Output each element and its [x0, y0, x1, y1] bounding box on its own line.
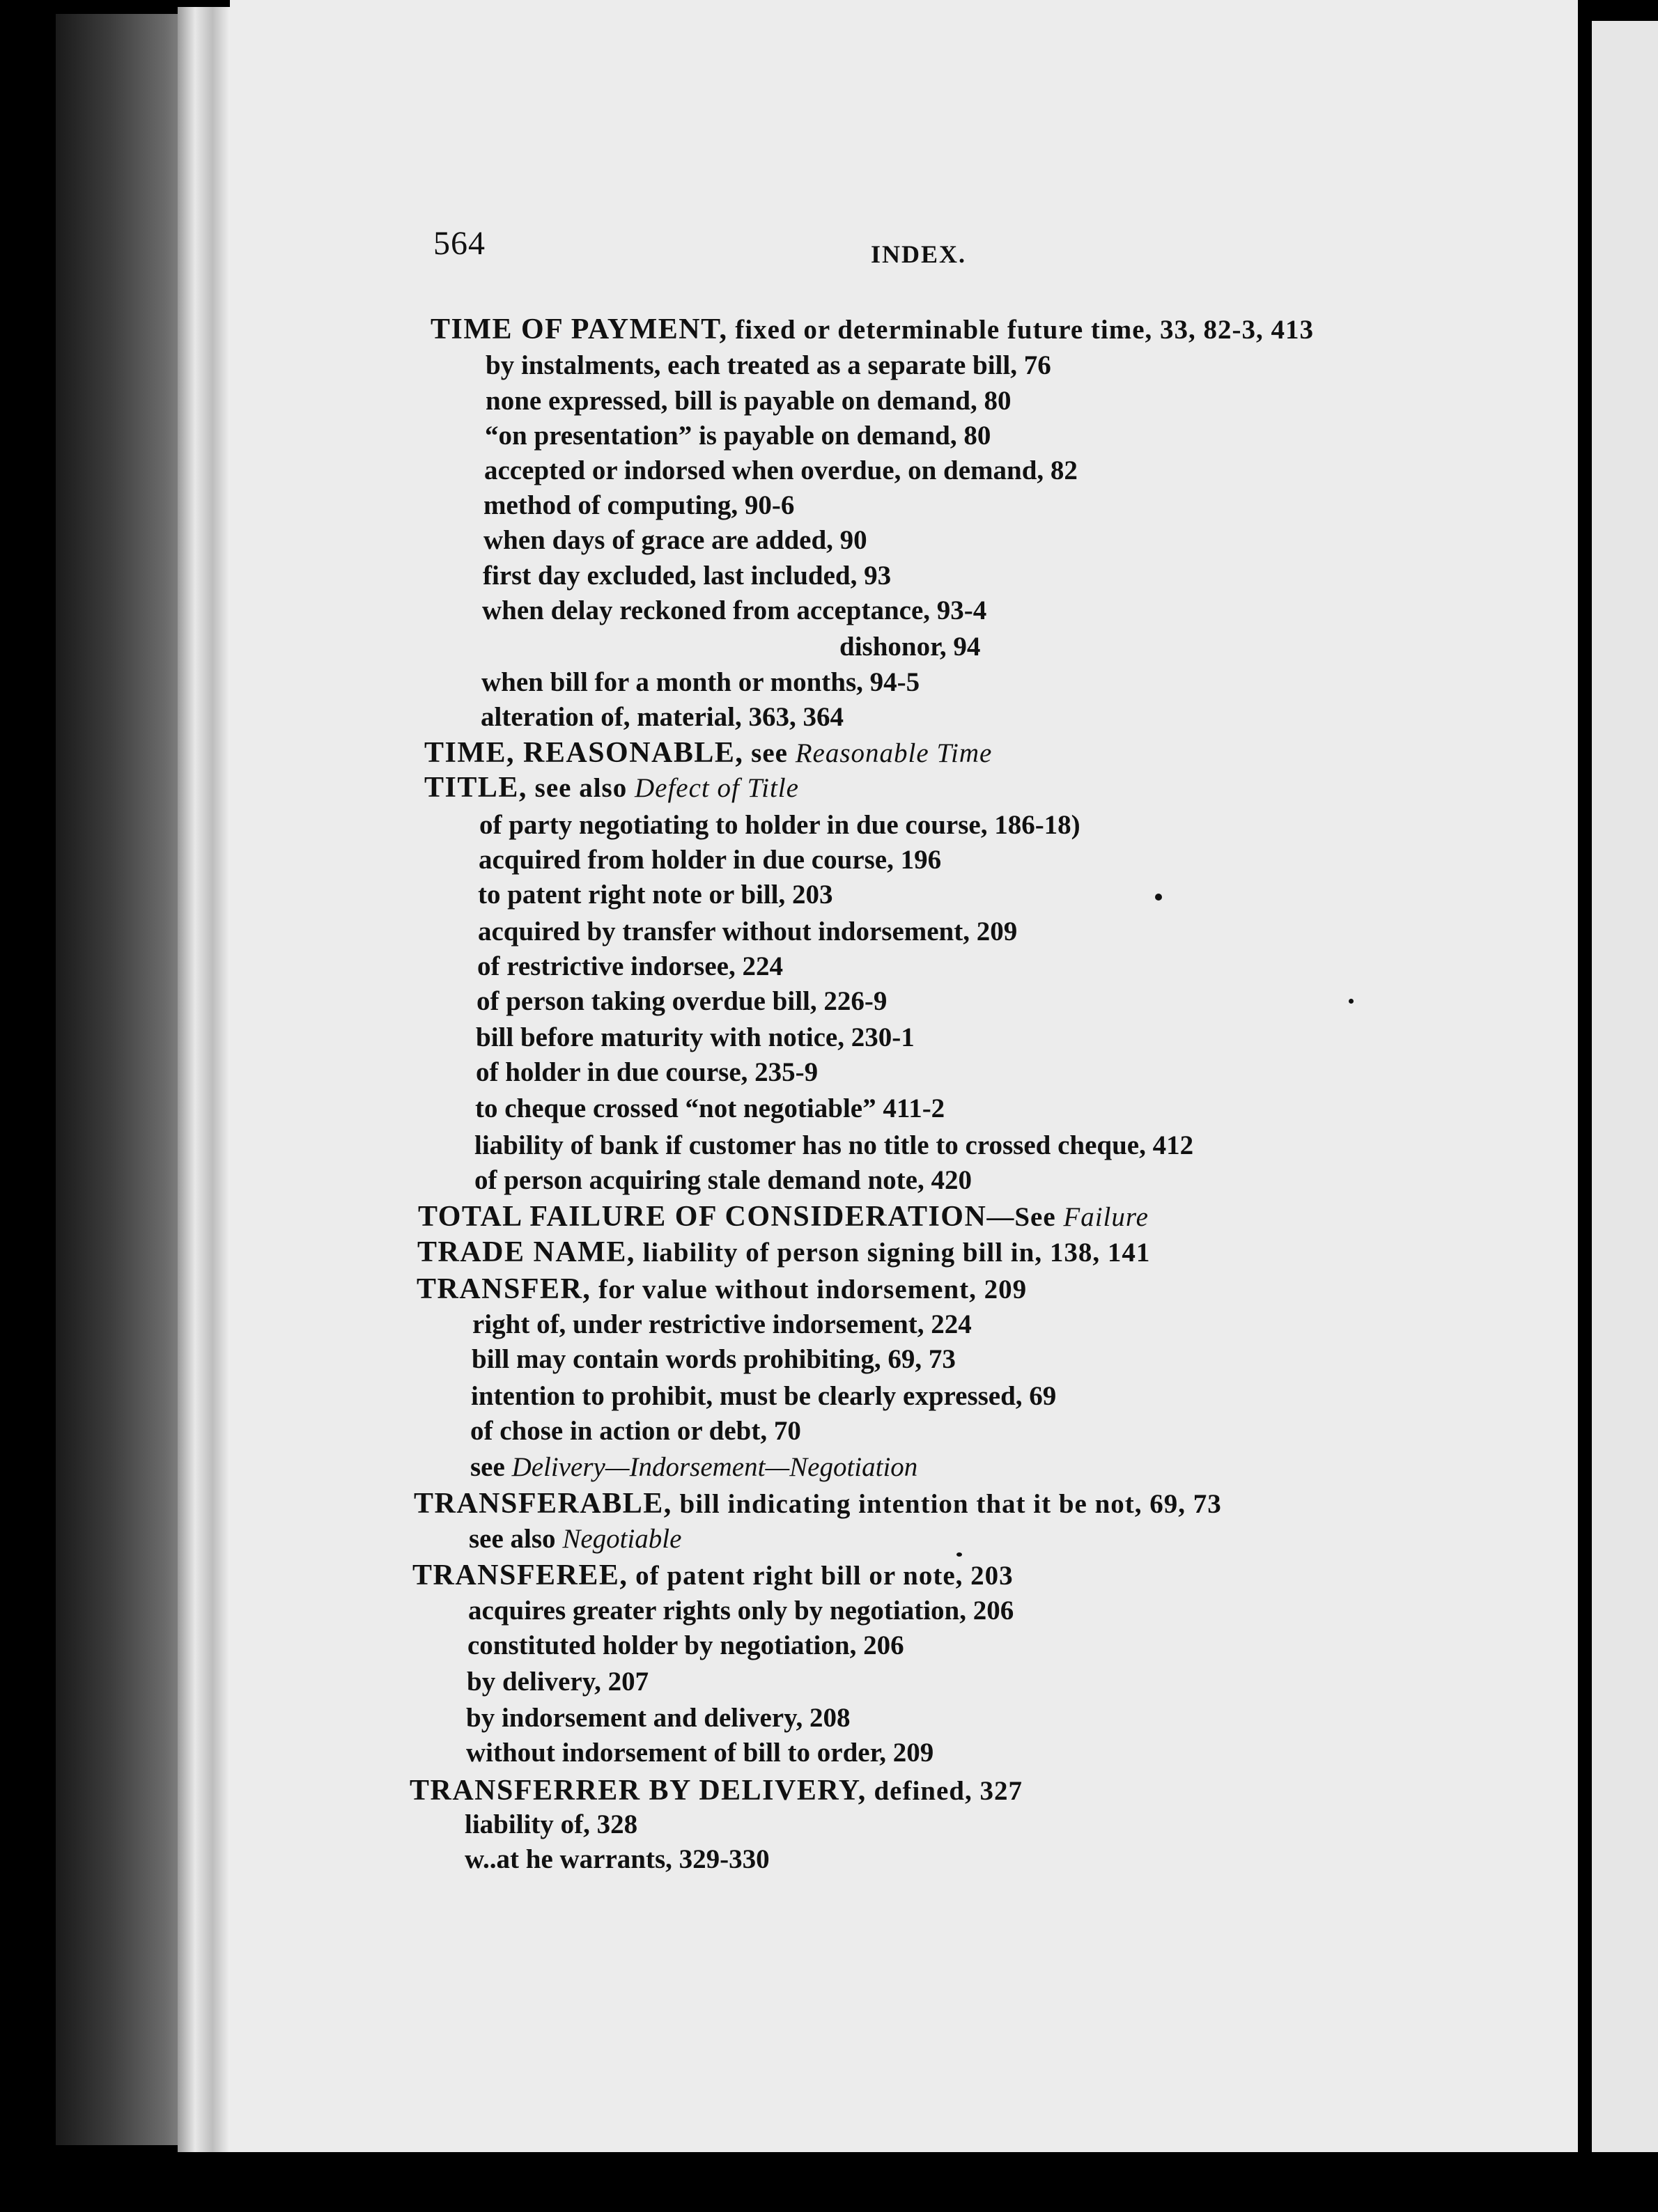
- specks: [1155, 894, 1162, 901]
- index-heading-entry: [412, 1561, 1014, 1590]
- running-head: INDEX.: [871, 240, 967, 268]
- index-subentry: [477, 988, 887, 1015]
- index-subentry: [470, 1454, 917, 1481]
- entry-cross-reference: Delivery—Indorsement—Negotiation: [511, 1452, 918, 1482]
- entry-headword: TRANSFERRER BY DELIVERY,: [410, 1775, 867, 1807]
- entry-text: of restrictive indorsee, 224: [477, 951, 783, 981]
- entry-text: when bill for a month or months, 94-5: [481, 667, 920, 697]
- entry-text: when delay reckoned from acceptance, 93-4: [482, 595, 987, 625]
- entry-headword: TRANSFERABLE,: [414, 1488, 672, 1520]
- index-subentry: [474, 1167, 972, 1194]
- index-heading-entry: [424, 773, 799, 802]
- entry-text: bill before maturity with notice, 230-1: [476, 1022, 915, 1052]
- entry-text: intention to prohibit, must be clearly expressed, 69: [471, 1381, 1057, 1411]
- entry-text: liability of person signing bill in, 138, 141: [635, 1238, 1151, 1268]
- entry-text: see: [470, 1452, 512, 1482]
- index-heading-entry: [418, 1202, 1149, 1231]
- entry-text: when days of grace are added, 90: [483, 525, 867, 555]
- entry-text: accepted or indorsed when overdue, on demand, 82: [484, 455, 1078, 485]
- entry-headword: TIME OF PAYMENT,: [431, 313, 728, 345]
- entry-headword: TRANSFEREE,: [412, 1559, 628, 1591]
- index-subentry: [476, 1024, 915, 1051]
- index-subentry: [467, 1632, 904, 1659]
- entry-text: acquires greater rights only by negotiation, 206: [468, 1596, 1014, 1626]
- entry-text: “on presentation” is payable on demand, 80: [485, 421, 991, 451]
- entry-text: dishonor, 94: [839, 632, 981, 662]
- entry-text: liability of bank if customer has no title to crossed cheque, 412: [474, 1130, 1194, 1160]
- entry-text: see also: [527, 773, 635, 803]
- index-subentry: [479, 811, 1080, 839]
- entry-text: by indorsement and delivery, 208: [466, 1703, 851, 1733]
- index-subentry: [474, 1132, 1193, 1159]
- entry-headword: TRANSFER,: [417, 1273, 591, 1305]
- entry-text: of person taking overdue bill, 226-9: [477, 986, 888, 1016]
- entry-text: defined, 327: [866, 1776, 1023, 1806]
- entry-text: first day excluded, last included, 93: [483, 561, 892, 591]
- specks: [1349, 999, 1354, 1004]
- entry-text: of party negotiating to holder in due course, 186-18): [479, 810, 1080, 840]
- index-subentry: [483, 562, 891, 589]
- index-subentry: [465, 1811, 637, 1838]
- entry-text: acquired from holder in due course, 196: [479, 845, 942, 875]
- entry-text: alteration of, material, 363, 364: [481, 702, 844, 732]
- index-subentry: [478, 881, 833, 908]
- entry-text: bill indicating intention that it be not, 69, 73: [672, 1489, 1222, 1519]
- entry-text: to patent right note or bill, 203: [478, 880, 833, 910]
- index-subentry: [472, 1346, 956, 1373]
- entry-text: method of computing, 90-6: [483, 490, 795, 520]
- index-subentry: [467, 1668, 649, 1695]
- index-subentry: [466, 1739, 933, 1766]
- index-subentry: [479, 846, 941, 873]
- entry-text: constituted holder by negotiation, 206: [467, 1630, 904, 1660]
- index-subentry: [486, 352, 1051, 379]
- entry-text: —See: [986, 1202, 1064, 1232]
- entry-text: of patent right bill or note, 203: [628, 1561, 1014, 1591]
- entry-text: without indorsement of bill to order, 209: [466, 1738, 934, 1768]
- index-subentry: [469, 1525, 681, 1552]
- index-subentry: [482, 597, 986, 624]
- entry-cross-reference: Reasonable Time: [795, 738, 993, 768]
- entry-cross-reference: Failure: [1063, 1202, 1149, 1232]
- entry-headword: TOTAL FAILURE OF CONSIDERATION: [418, 1201, 987, 1233]
- page-number: 564: [433, 225, 486, 262]
- index-subentry: [486, 387, 1012, 414]
- index-heading-entry: [414, 1489, 1222, 1518]
- index-heading-entry: [424, 738, 992, 768]
- index-subentry: [478, 918, 1017, 945]
- entry-headword: TRADE NAME,: [417, 1236, 635, 1268]
- index-subentry: [465, 1846, 770, 1873]
- entry-text: of chose in action or debt, 70: [470, 1416, 801, 1446]
- index-subentry: [470, 1417, 801, 1444]
- entry-text: w..at he warrants, 329-330: [465, 1844, 770, 1874]
- index-subentry: [481, 669, 920, 696]
- entry-text: by delivery, 207: [467, 1667, 649, 1697]
- index-subentry: [477, 953, 783, 980]
- index-heading-entry: [431, 315, 1314, 344]
- index-subentry: [481, 703, 844, 731]
- entry-cross-reference: Defect of Title: [634, 773, 799, 803]
- entry-text: see also: [469, 1524, 563, 1554]
- index-subentry: [468, 1597, 1014, 1624]
- entry-text: see: [743, 738, 796, 768]
- index-heading-entry: [417, 1238, 1150, 1267]
- index-subentry: [483, 492, 794, 519]
- entry-text: acquired by transfer without indorsement, 209: [478, 917, 1018, 947]
- index-subentry: [475, 1095, 945, 1122]
- index-subentry: [485, 422, 991, 449]
- entry-text: of person acquiring stale demand note, 420: [474, 1165, 972, 1195]
- entry-cross-reference: Negotiable: [562, 1524, 682, 1554]
- index-subentry: [483, 527, 867, 554]
- index-heading-entry: [417, 1275, 1027, 1304]
- entry-text: to cheque crossed “not negotiable” 411-2: [475, 1093, 945, 1123]
- index-heading-entry: [410, 1776, 1023, 1805]
- entry-text: right of, under restrictive indorsement, 224: [472, 1309, 972, 1339]
- index-subentry: [466, 1704, 850, 1731]
- entry-text: bill may contain words prohibiting, 69, 73: [472, 1344, 956, 1374]
- index-subentry: [839, 633, 980, 660]
- index-subentry: [472, 1311, 972, 1338]
- entry-text: by instalments, each treated as a separate bill, 76: [486, 350, 1051, 380]
- entry-text: fixed or determinable future time, 33, 82-3, 413: [727, 315, 1315, 345]
- entry-text: none expressed, bill is payable on demand, 80: [486, 386, 1012, 416]
- index-subentry: [484, 457, 1078, 484]
- entry-text: for value without indorsement, 209: [591, 1275, 1028, 1304]
- entry-text: of holder in due course, 235-9: [476, 1057, 819, 1087]
- entry-headword: TITLE,: [424, 772, 527, 804]
- index-subentry: [476, 1059, 818, 1086]
- index-subentry: [471, 1382, 1056, 1410]
- specks: [956, 1552, 962, 1557]
- entry-headword: TIME, REASONABLE,: [424, 737, 744, 769]
- entry-text: liability of, 328: [465, 1809, 638, 1839]
